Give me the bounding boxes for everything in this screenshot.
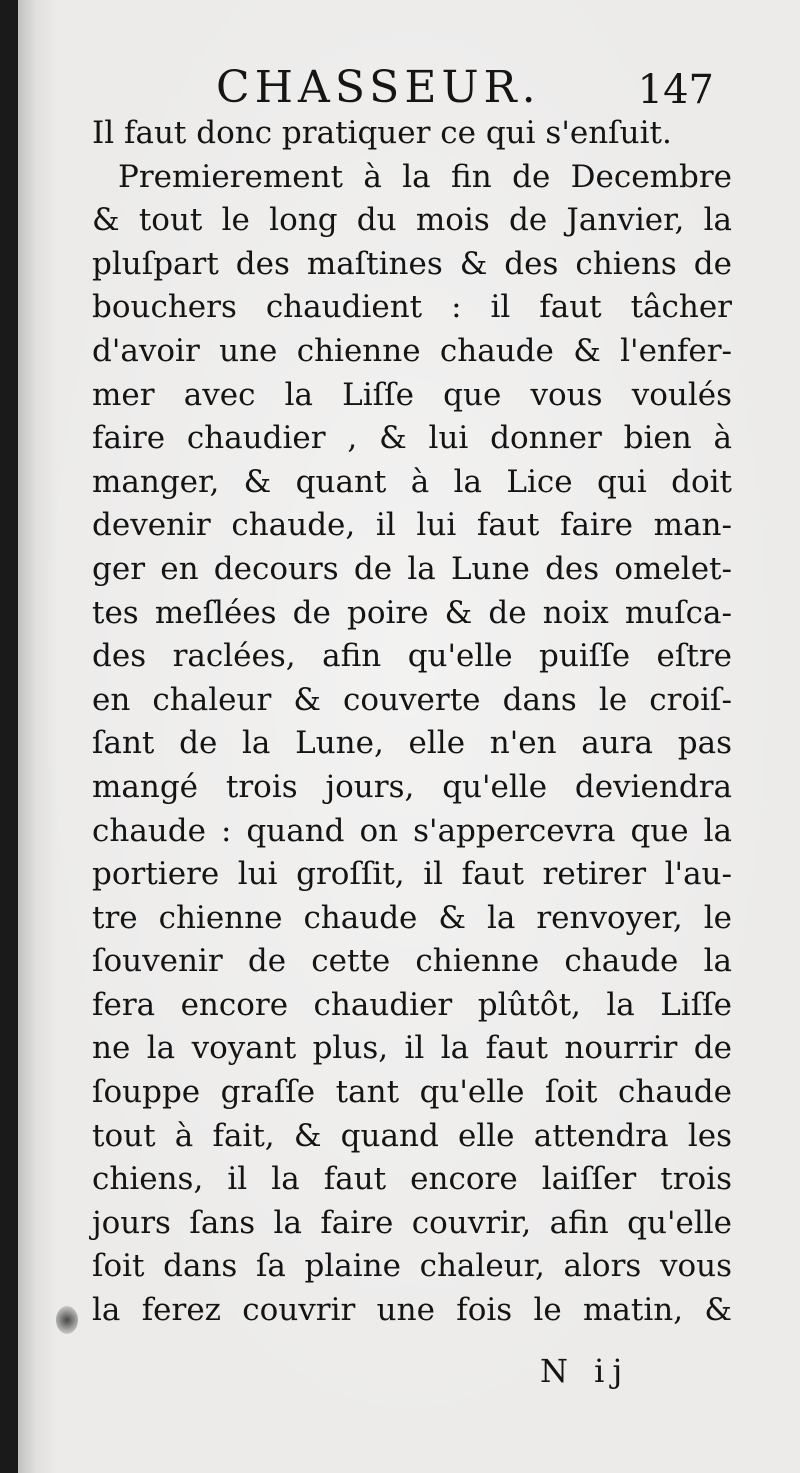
text-line: mer avec la Liſſe que vous voulés xyxy=(92,376,732,413)
text-line: ſant de la Lune, elle n'en aura pas xyxy=(92,725,732,762)
signature-mark: N ij xyxy=(540,1352,631,1390)
body-text xyxy=(92,112,732,1333)
text-line: ſouppe graſſe tant qu'elle ſoit chaude xyxy=(92,1074,732,1111)
text-line: ne la voyant plus, il la faut nourrir de xyxy=(92,1030,732,1067)
text-line: manger, & quant à la Lice qui doit xyxy=(92,463,732,500)
text-line: Premierement à la fin de Decembre xyxy=(118,158,732,195)
ink-smudge xyxy=(56,1306,78,1334)
text-line: des raclées, afin qu'elle puiſſe eſtre xyxy=(92,638,732,675)
text-line: la ferez couvrir une fois le matin, & xyxy=(92,1292,732,1329)
text-line: d'avoir une chienne chaude & l'enfer- xyxy=(92,332,732,369)
book-page xyxy=(18,0,800,1473)
text-line: Il faut donc pratiquer ce qui s'enſuit. xyxy=(92,115,672,151)
text-line: tre chienne chaude & la renvoyer, le xyxy=(92,899,732,936)
running-head xyxy=(198,58,718,118)
text-line: fera encore chaudier plûtôt, la Liſſe xyxy=(92,986,732,1023)
text-line: ſouvenir de cette chienne chaude la xyxy=(92,943,732,980)
text-line: faire chaudier , & lui donner bien à xyxy=(92,420,732,457)
text-line: ſoit dans ſa plaine chaleur, alors vous xyxy=(92,1248,732,1285)
text-line: en chaleur & couverte dans le croiſ- xyxy=(92,681,732,718)
text-line: tes meſlées de poire & de noix muſca- xyxy=(92,594,732,631)
text-line: portiere lui groſſit, il faut retirer l'au- xyxy=(92,856,732,893)
text-line: & tout le long du mois de Janvier, la xyxy=(92,202,732,239)
text-line: chiens, il la faut encore laiſſer trois xyxy=(92,1161,732,1198)
text-line: bouchers chaudient : il faut tâcher xyxy=(92,289,732,326)
text-line: chaude : quand on s'appercevra que la xyxy=(92,812,732,849)
text-line: jours ſans la faire couvrir, afin qu'elle xyxy=(92,1204,732,1241)
text-line: mangé trois jours, qu'elle deviendra xyxy=(92,768,732,805)
running-title: CHASSEUR. xyxy=(216,62,541,113)
text-line: devenir chaude, il lui faut faire man- xyxy=(92,507,732,544)
text-line: ger en decours de la Lune des omelet- xyxy=(92,550,732,587)
page-number: 147 xyxy=(637,67,714,113)
text-line: tout à fait, & quand elle attendra les xyxy=(92,1117,732,1154)
text-line: pluſpart des maſtines & des chiens de xyxy=(92,245,732,282)
